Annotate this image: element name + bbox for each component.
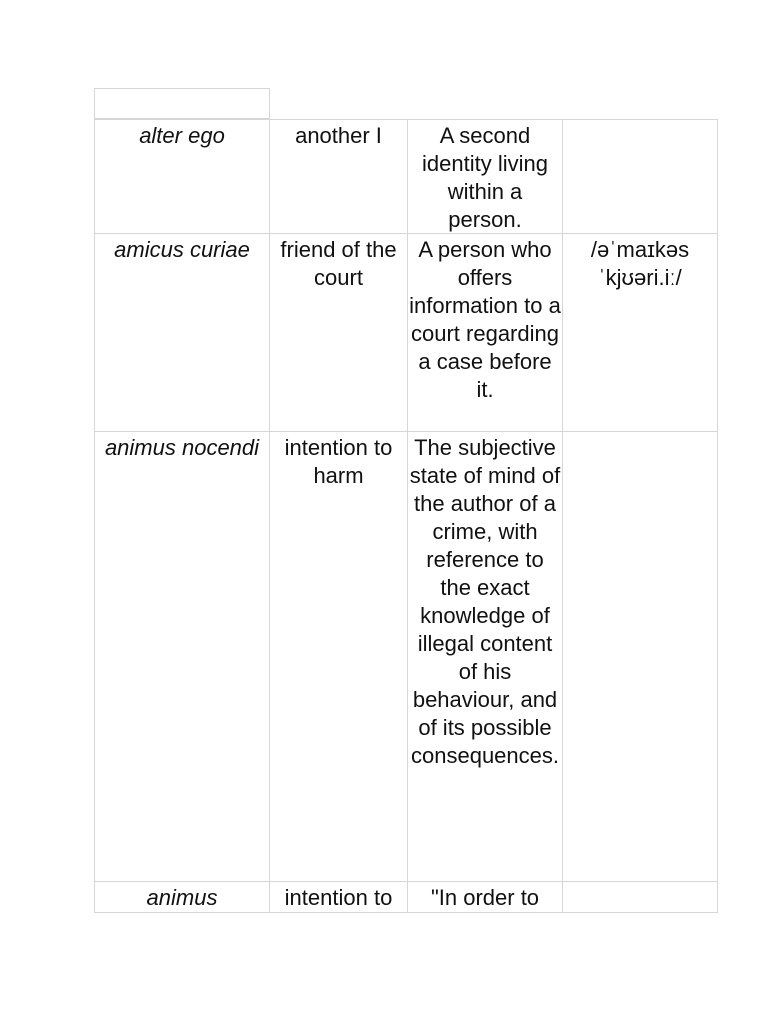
header-cell-empty [94, 88, 270, 119]
term-cell: amicus curiae [94, 234, 270, 432]
literal-cell: intention to harm [270, 432, 408, 882]
term-cell: animus [94, 882, 270, 913]
term-cell: animus nocendi [94, 432, 270, 882]
pronunciation-cell [563, 882, 718, 913]
meaning-cell: The subjective state of mind of the author of a crime, with reference to the exact knowledge of illegal content of his behaviour, and of its possible consequences. [408, 432, 563, 882]
pronunciation-cell [563, 119, 718, 234]
meaning-cell: A person who offers information to a court regarding a case before it. [408, 234, 563, 432]
term-cell: alter ego [94, 119, 270, 234]
meaning-cell: A second identity living within a person. [408, 119, 563, 234]
literal-cell: friend of the court [270, 234, 408, 432]
meaning-cell: "In order to [408, 882, 563, 913]
literal-cell: another I [270, 119, 408, 234]
pronunciation-cell [563, 432, 718, 882]
pronunciation-cell: /əˈmaɪkəs ˈkjʊəri.iː/ [563, 234, 718, 432]
literal-cell: intention to [270, 882, 408, 913]
